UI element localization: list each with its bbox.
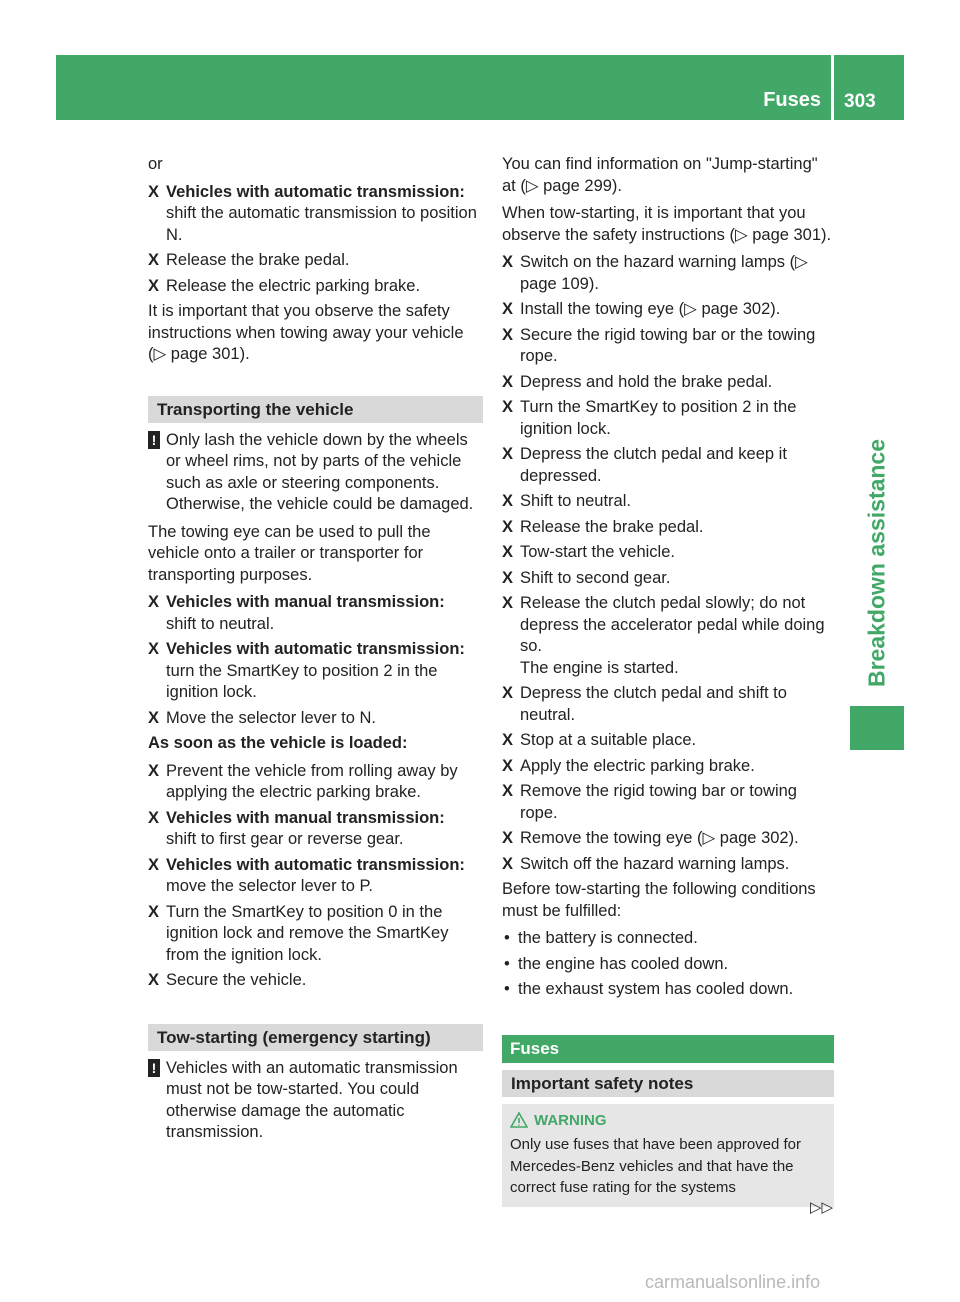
- step-text: Secure the vehicle.: [166, 971, 307, 989]
- step-marker-icon: X: [502, 445, 514, 463]
- continued-arrow-icon: ▷▷: [810, 1199, 834, 1216]
- step-text: Switch off the hazard warning lamps.: [520, 854, 790, 873]
- bullet-icon: •: [504, 929, 510, 947]
- step-text: Remove the rigid towing bar or towing rope.: [520, 782, 797, 822]
- instruction-step: [502, 542, 834, 564]
- bullet-text: the battery is connected.: [518, 929, 698, 947]
- step-detail: move the selector lever to P.: [166, 877, 373, 895]
- left-column: [148, 154, 483, 1150]
- warning-text: Only use fuses that have been approved for Mercedes-Benz vehicles and that have the correct fuse rating for the systems: [510, 1136, 802, 1196]
- instruction-step: [502, 299, 834, 321]
- instruction-step: [502, 781, 834, 824]
- instruction-step: [502, 491, 834, 513]
- instruction-step: [148, 708, 483, 730]
- step-marker-icon: X: [502, 253, 514, 271]
- instruction-step: [502, 756, 834, 778]
- section-heading: Important safety notes: [502, 1070, 834, 1097]
- instruction-step: [502, 568, 834, 590]
- step-text: Turn the SmartKey to position 0 in the ignition lock and remove the SmartKey from the ignition lock.: [166, 902, 449, 964]
- step-marker-icon: X: [148, 640, 160, 658]
- instruction-step: [502, 828, 834, 850]
- step-text: Release the clutch pedal slowly; do not depress the accelerator pedal while doing so.: [520, 594, 825, 655]
- bullet-text: the exhaust system has cooled down.: [518, 980, 794, 998]
- step-text: Release the brake pedal.: [166, 251, 350, 269]
- instruction-step: [502, 593, 834, 679]
- step-text: Stop at a suitable place.: [520, 731, 697, 749]
- step-marker-icon: X: [148, 251, 160, 269]
- paragraph: When tow-starting, it is important that you observe the safety instructions (▷ page 301).: [502, 204, 832, 244]
- spacer: [502, 1005, 834, 1035]
- caution-note: [148, 430, 483, 516]
- warning-triangle-icon: [510, 1112, 528, 1128]
- note-text: Only lash the vehicle down by the wheels or wheel rims, not by parts of the vehicle such as axle or steering components. Otherwise, the vehicle could be damaged.: [166, 430, 474, 513]
- bullet-item: [502, 928, 834, 950]
- step-text: Vehicles with manual transmission:: [166, 808, 445, 827]
- step-marker-icon: X: [148, 593, 160, 611]
- warning-box: [502, 1104, 834, 1207]
- warning-label: WARNING: [534, 1111, 607, 1129]
- instruction-step: [502, 730, 834, 752]
- note-text: Vehicles with an automatic transmission must not be tow-started. You could otherwise damage the automatic transmission.: [166, 1058, 458, 1141]
- step-text: Vehicles with automatic transmission:: [166, 640, 465, 658]
- side-tab: [850, 428, 904, 698]
- step-text: Depress the clutch pedal and shift to neutral.: [520, 684, 787, 724]
- side-tab-marker: [850, 706, 904, 750]
- step-text: Vehicles with manual transmission:: [166, 593, 445, 611]
- step-marker-icon: X: [502, 543, 514, 561]
- step-detail: turn the SmartKey to position 2 in the ignition lock.: [166, 661, 438, 701]
- step-text: Release the brake pedal.: [520, 517, 704, 536]
- caution-note: [148, 1058, 483, 1144]
- exclamation-icon: !: [148, 431, 160, 449]
- step-text: Vehicles with automatic transmission:: [166, 182, 465, 201]
- instruction-step: [502, 517, 834, 539]
- step-text: Depress and hold the brake pedal.: [520, 372, 773, 391]
- instruction-step: [502, 397, 834, 440]
- step-marker-icon: X: [502, 756, 514, 775]
- instruction-step: [502, 683, 834, 726]
- section-heading: Transporting the vehicle: [148, 396, 483, 423]
- watermark: carmanualsonline.info: [645, 1272, 821, 1292]
- step-text: Release the electric parking brake.: [166, 276, 421, 295]
- step-marker-icon: X: [502, 782, 514, 800]
- step-marker-icon: X: [148, 761, 160, 780]
- instruction-step: [148, 761, 483, 804]
- instruction-step: [148, 276, 483, 298]
- step-text: Secure the rigid towing bar or the towing rope.: [520, 325, 816, 365]
- step-marker-icon: X: [502, 372, 514, 391]
- step-marker-icon: X: [148, 808, 160, 827]
- header-divider: [831, 55, 834, 120]
- paragraph: It is important that you observe the safety instructions when towing away your vehicle (▷ page 301).: [148, 302, 464, 363]
- bullet-item: [502, 954, 834, 976]
- page-number: 303: [844, 91, 876, 112]
- step-marker-icon: X: [502, 731, 514, 749]
- instruction-step: [502, 372, 834, 394]
- instruction-step: [502, 854, 834, 876]
- step-marker-icon: X: [148, 276, 160, 295]
- page-header: [56, 55, 904, 120]
- subheading: As soon as the vehicle is loaded:: [148, 734, 408, 752]
- instruction-step: [148, 182, 483, 247]
- step-text: Prevent the vehicle from rolling away by applying the electric parking brake.: [166, 761, 458, 801]
- step-marker-icon: X: [502, 854, 514, 873]
- paragraph: The towing eye can be used to pull the vehicle onto a trailer or transporter for transporting purposes.: [148, 522, 431, 584]
- step-text: Vehicles with automatic transmission:: [166, 855, 465, 874]
- step-marker-icon: X: [502, 684, 514, 702]
- step-text: Switch on the hazard warning lamps (▷ page 109).: [520, 253, 808, 293]
- right-column: [502, 154, 834, 1207]
- instruction-step: [148, 808, 483, 851]
- instruction-step: [148, 855, 483, 898]
- step-text: Shift to neutral.: [520, 492, 631, 510]
- paragraph: or: [148, 155, 163, 173]
- step-marker-icon: X: [502, 594, 514, 612]
- paragraph: Before tow-starting the following conditions must be fulfilled:: [502, 880, 816, 920]
- step-text: Move the selector lever to N.: [166, 708, 377, 727]
- step-marker-icon: X: [148, 708, 160, 727]
- instruction-step: [148, 592, 483, 635]
- step-detail: shift to first gear or reverse gear.: [166, 830, 404, 848]
- section-title: Fuses: [763, 89, 821, 111]
- section-heading: Tow-starting (emergency starting): [148, 1024, 483, 1051]
- bullet-item: [502, 979, 834, 1001]
- spacer: [148, 996, 483, 1024]
- step-marker-icon: X: [502, 325, 514, 344]
- instruction-step: [502, 325, 834, 368]
- warning-title: [510, 1110, 826, 1132]
- side-tab-label: Breakdown assistance: [863, 438, 890, 688]
- step-text: Tow-start the vehicle.: [520, 543, 675, 561]
- step-marker-icon: X: [148, 855, 160, 874]
- bullet-icon: •: [504, 954, 510, 973]
- step-marker-icon: X: [502, 300, 514, 318]
- instruction-step: [502, 444, 834, 487]
- bullet-text: the engine has cooled down.: [518, 954, 729, 973]
- bullet-icon: •: [504, 980, 510, 998]
- step-text: Depress the clutch pedal and keep it depressed.: [520, 445, 787, 485]
- instruction-step: [148, 639, 483, 704]
- instruction-step: [148, 902, 483, 967]
- step-marker-icon: X: [148, 902, 160, 921]
- step-marker-icon: X: [502, 517, 514, 536]
- step-text: Shift to second gear.: [520, 568, 671, 587]
- step-marker-icon: X: [502, 829, 514, 847]
- chapter-heading: Fuses: [502, 1035, 834, 1063]
- exclamation-icon: !: [148, 1059, 160, 1077]
- step-detail: shift to neutral.: [166, 614, 275, 633]
- step-text: Install the towing eye (▷ page 302).: [520, 300, 781, 318]
- step-marker-icon: X: [148, 971, 160, 989]
- step-marker-icon: X: [502, 398, 514, 416]
- step-text: Apply the electric parking brake.: [520, 756, 755, 775]
- spacer: [148, 372, 483, 396]
- paragraph: You can find information on "Jump-starting" at (▷ page 299).: [502, 155, 818, 195]
- step-marker-icon: X: [502, 568, 514, 587]
- instruction-step: [148, 250, 483, 272]
- step-detail: The engine is started.: [520, 658, 679, 677]
- step-detail: shift the automatic transmission to position N.: [166, 204, 477, 244]
- step-marker-icon: X: [502, 492, 514, 510]
- instruction-step: [502, 252, 834, 295]
- step-marker-icon: X: [148, 182, 160, 201]
- instruction-step: [148, 970, 483, 992]
- step-text: Turn the SmartKey to position 2 in the ignition lock.: [520, 398, 797, 438]
- step-text: Remove the towing eye (▷ page 302).: [520, 829, 799, 847]
